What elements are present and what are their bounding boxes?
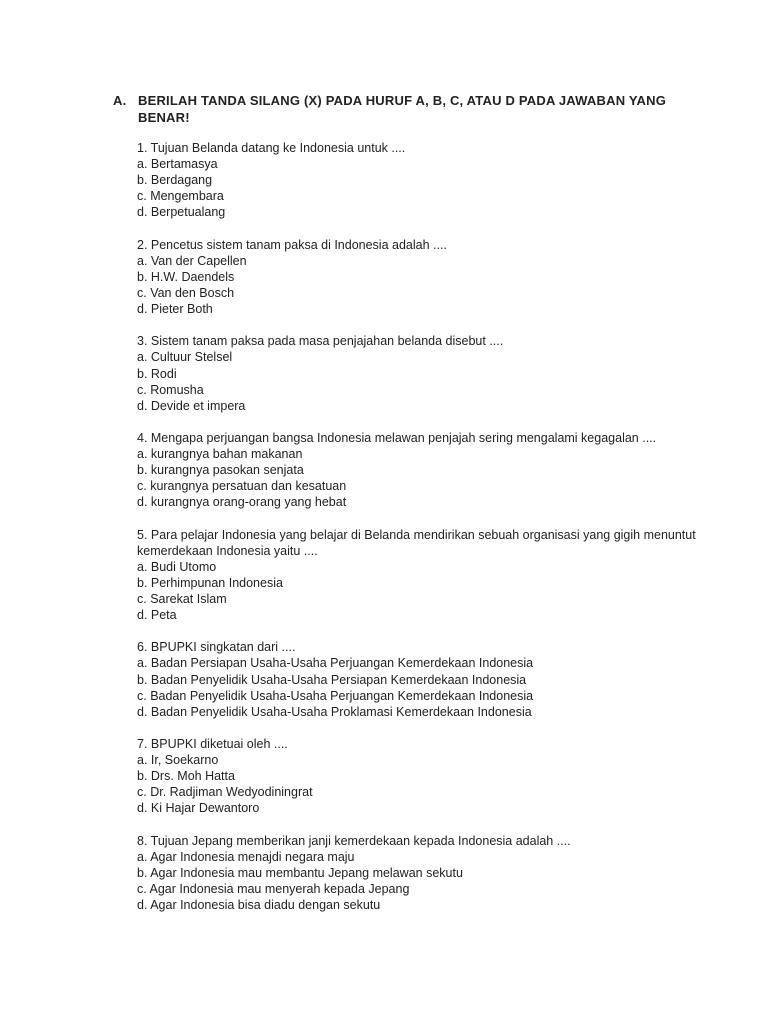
section-heading [113, 92, 673, 126]
option-c: c. kurangnya persatuan dan kesatuan [137, 479, 347, 494]
option-d: d. Berpetualang [137, 205, 226, 220]
option-d: d. Peta [137, 608, 177, 623]
option-d: d. Badan Penyelidik Usaha-Usaha Proklamasi Kemerdekaan Indonesia [137, 704, 532, 719]
option-d: d. Agar Indonesia bisa diadu dengan sekutu [137, 898, 381, 913]
question-3 [137, 333, 697, 413]
option-c: c. Van den Bosch [137, 285, 235, 300]
option-d: d. Pieter Both [137, 302, 213, 317]
option-c: c. Badan Penyelidik Usaha-Usaha Perjuangan Kemerdekaan Indonesia [137, 688, 534, 703]
question-2 [137, 237, 697, 317]
question-5 [137, 527, 697, 624]
question-text: 8. Tujuan Jepang memberikan janji kemerdekaan kepada Indonesia adalah .... [137, 833, 571, 848]
option-a: a. Van der Capellen [137, 253, 247, 268]
option-c: c. Sarekat Islam [137, 592, 227, 606]
option-c: c. Dr. Radjiman Wedyodiningrat [137, 785, 313, 800]
option-a: a. Bertamasya [137, 157, 218, 172]
option-b: b. Agar Indonesia mau membantu Jepang melawan sekutu [137, 865, 463, 880]
section-letter: A. [113, 93, 127, 108]
option-a: a. Agar Indonesia menajdi negara maju [137, 849, 355, 864]
question-text: 3. Sistem tanam paksa pada masa penjajahan belanda disebut .... [137, 334, 504, 349]
option-b: b. Berdagang [137, 173, 213, 188]
option-c: c. Romusha [137, 382, 204, 397]
question-text: 5. Para pelajar Indonesia yang belajar di Belanda mendirikan sebuah organisasi yang gigih menuntut kemerdekaan Indonesia yaitu .... [137, 527, 696, 558]
question-text: 2. Pencetus sistem tanam paksa di Indonesia adalah .... [137, 237, 447, 252]
question-7 [137, 736, 697, 816]
question-text: 6. BPUPKI singkatan dari .... [137, 640, 296, 655]
option-d: d. Ki Hajar Dewantoro [137, 801, 260, 816]
option-b: b. Rodi [137, 366, 177, 381]
question-4 [137, 430, 697, 510]
question-text: 7. BPUPKI diketuai oleh .... [137, 737, 288, 752]
option-d: d. kurangnya orang-orang yang hebat [137, 495, 347, 510]
option-b: b. kurangnya pasokan senjata [137, 463, 304, 478]
question-text: 1. Tujuan Belanda datang ke Indonesia untuk .... [137, 141, 406, 155]
option-d: d. Devide et impera [137, 398, 246, 413]
option-c: c. Agar Indonesia mau menyerah kepada Jepang [137, 881, 410, 896]
question-1 [137, 140, 697, 220]
option-b: b. Drs. Moh Hatta [137, 769, 235, 784]
option-b: b. Badan Penyelidik Usaha-Usaha Persiapan Kemerdekaan Indonesia [137, 672, 527, 687]
option-a: a. Badan Persiapan Usaha-Usaha Perjuangan Kemerdekaan Indonesia [137, 656, 534, 671]
option-a: a. Cultuur Stelsel [137, 350, 233, 365]
option-b: b. H.W. Daendels [137, 269, 235, 284]
question-6 [137, 639, 697, 719]
question-text: 4. Mengapa perjuangan bangsa Indonesia melawan penjajah sering mengalami kegagalan .... [137, 430, 657, 445]
option-b: b. Perhimpunan Indonesia [137, 575, 283, 590]
option-a: a. Ir, Soekarno [137, 753, 219, 768]
section-instruction: BERILAH TANDA SILANG (X) PADA HURUF A, B, C, ATAU D PADA JAWABAN YANG BENAR! [138, 93, 667, 125]
option-a: a. kurangnya bahan makanan [137, 447, 303, 462]
question-list [137, 140, 697, 929]
option-c: c. Mengembara [137, 189, 224, 204]
question-8 [137, 833, 697, 913]
option-a: a. Budi Utomo [137, 559, 217, 574]
